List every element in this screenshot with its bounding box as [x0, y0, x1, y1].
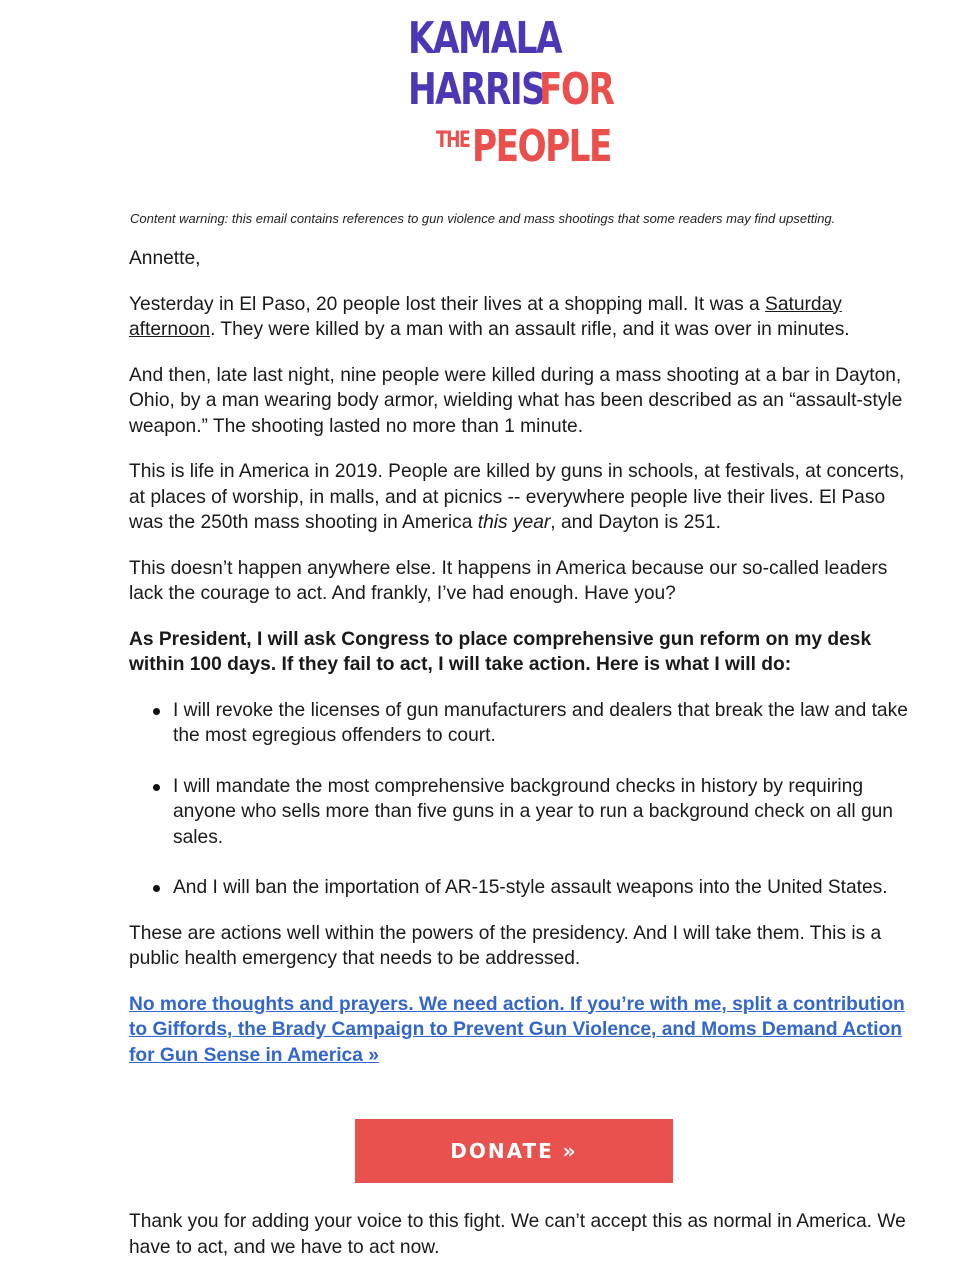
p1-text-b: . They were killed by a man with an assault rifle, and it was over in minutes.: [210, 319, 850, 340]
content-warning: Content warning: this email contains references to gun violence and mass shootings that some readers may find upsetting.: [130, 211, 836, 226]
action-list: [129, 698, 909, 901]
greeting: Annette,: [129, 248, 201, 269]
closing-paragraph: Thank you for adding your voice to this fight. We can’t accept this as normal in America. We have to act, and we have to act now.: [129, 1211, 906, 1258]
donate-button[interactable]: DONATE »: [355, 1119, 673, 1183]
logo-harris: HARRIS: [408, 64, 545, 115]
campaign-logo: [408, 13, 628, 177]
p3-text-b: , and Dayton is 251.: [550, 512, 721, 533]
email-body: [129, 246, 909, 1088]
paragraph-dayton: And then, late last night, nine people were killed during a mass shooting at a bar in Dayton, Ohio, by a man wearing body armor, wielding what has been described as an “assault-style weapon.” The shooting lasted no more than 1 minute.: [129, 364, 903, 437]
saturday-afternoon-link[interactable]: Saturday afternoon: [129, 293, 842, 340]
logo-the: THE: [436, 128, 470, 153]
list-item: I will revoke the licenses of gun manufacturers and dealers that break the law and take the most egregious offenders to court.: [129, 698, 909, 749]
logo-for: FOR: [538, 64, 614, 115]
logo-people: PEOPLE: [472, 121, 612, 172]
logo-kamala: KAMALA: [408, 13, 561, 64]
p3-emphasis: this year: [477, 512, 551, 533]
paragraph-life-in-america: [129, 459, 909, 536]
paragraph-enough: This doesn’t happen anywhere else. It happens in America because our so-called leaders lack the courage to act. And frankly, I’ve had enough. Have you?: [129, 557, 888, 604]
p3-text-a: This is life in America in 2019. People are killed by guns in schools, at festivals, at concerts, at places of worship, in malls, and at picnics -- everywhere people live their lives. El Paso was the 250th mass shooting in America: [129, 461, 905, 533]
list-item: I will mandate the most comprehensive background checks in history by requiring anyone who sells more than five guns in a year to run a background check on all gun sales.: [129, 774, 909, 851]
p1-text-a: Yesterday in El Paso, 20 people lost their lives at a shopping mall. It was a: [129, 293, 766, 315]
paragraph-pledge: As President, I will ask Congress to place comprehensive gun reform on my desk within 100 days. If they fail to act, I will take action. Here is what I will do:: [129, 628, 872, 675]
paragraph-el-paso: [129, 292, 909, 343]
paragraph-presidency: These are actions well within the powers of the presidency. And I will take them. This is a public health emergency that needs to be addressed.: [129, 922, 882, 969]
contribution-link[interactable]: No more thoughts and prayers. We need action. If you’re with me, split a contribution to Giffords, the Brady Campaign to Prevent Gun Violence, and Moms Demand Action for Gun Sense in America »: [129, 993, 905, 1066]
list-item: And I will ban the importation of AR-15-style assault weapons into the United States.: [129, 875, 909, 901]
